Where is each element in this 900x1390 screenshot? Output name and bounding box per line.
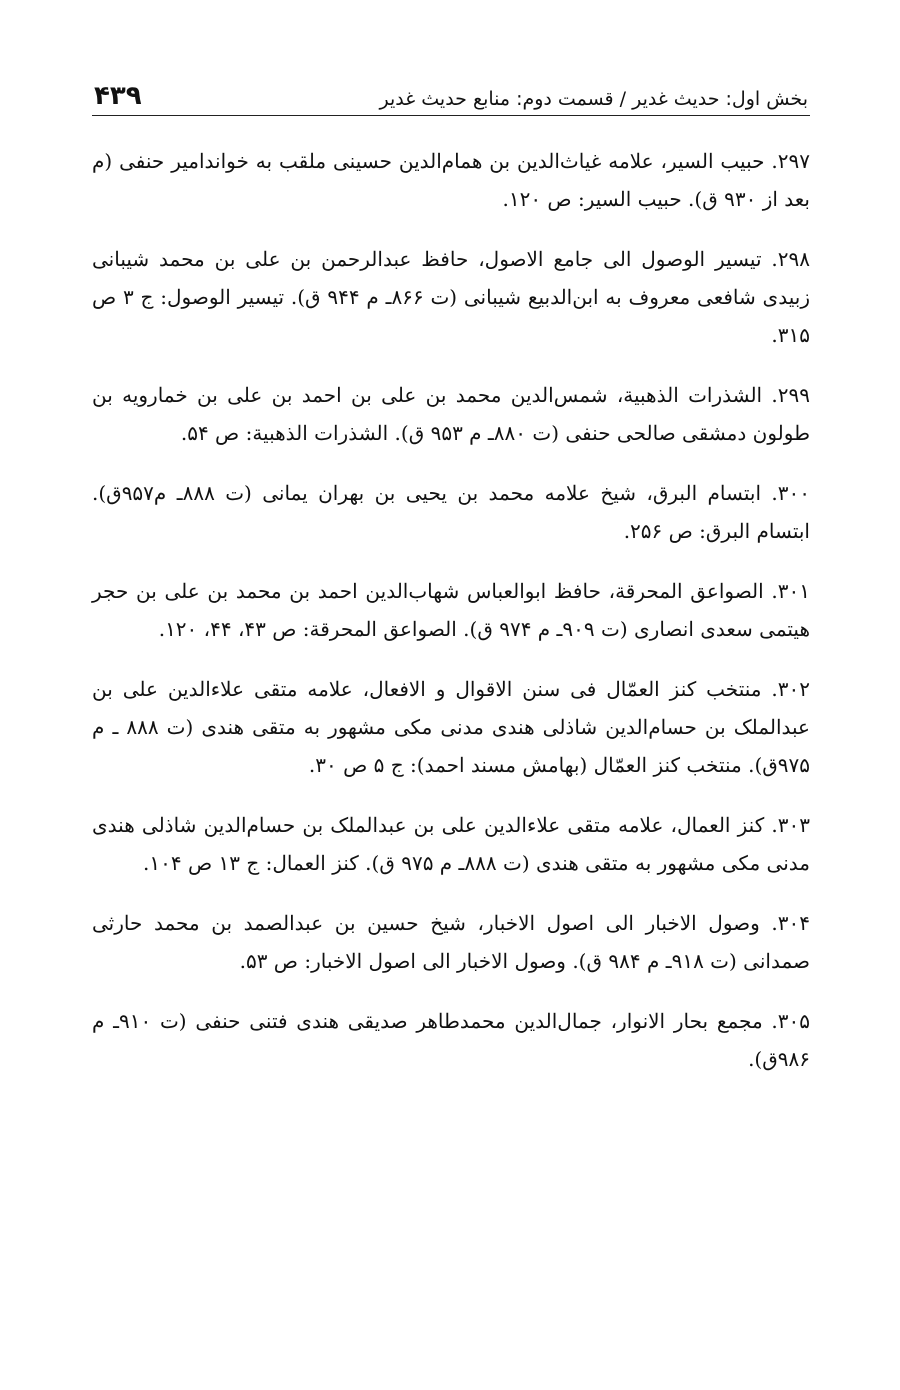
page-header xyxy=(92,68,810,116)
reference-entry-301: ۳۰۱. الصواعق المحرقة، حافظ ابوالعباس شهاب‌الدین احمد بن محمد بن علی بن حجر هیتمی سعدی انصاری (ت ۹۰۹ـ م ۹۷۴ ق). الصواعق المحرقة: ص ۴۳، ۴۴، ۱۲۰. xyxy=(92,579,810,641)
reference-entry-300: ۳۰۰. ابتسام البرق، شیخ علامه محمد بن یحیی بن بهران یمانی (ت ۸۸۸ـ م۹۵۷ق). ابتسام البرق: ص ۲۵۶. xyxy=(92,481,810,543)
reference-entry-302: ۳۰۲. منتخب کنز العمّال فی سنن الاقوال و الافعال، علامه متقی علاءالدین علی بن عبدالملک بن حسام‌الدین شاذلی هندی مدنی مکی مشهور به متقی هندی (ت ۸۸۸ ـ م ۹۷۵ق). منتخب کنز العمّال (بهامش مسند احمد): ج ۵ ص ۳۰. xyxy=(92,677,810,777)
reference-entry-298: ۲۹۸. تیسیر الوصول الی جامع الاصول، حافظ عبدالرحمن بن علی بن محمد شیبانی زبیدی شافعی معروف به ابن‌الدبیع شیبانی (ت ۸۶۶ـ م ۹۴۴ ق). تیسیر الوصول: ج ۳ ص ۳۱۵. xyxy=(92,247,810,347)
running-header-title: بخش اول: حدیث غدیر / قسمت دوم: منابع حدیث غدیر xyxy=(379,88,808,110)
reference-entry-305: ۳۰۵. مجمع بحار الانوار، جمال‌الدین محمدطاهر صدیقی هندی فتنی حنفی (ت ۹۱۰ـ م ۹۸۶ق). xyxy=(92,1009,810,1071)
reference-list xyxy=(92,142,810,1078)
page-number: ۴۳۹ xyxy=(94,81,142,111)
reference-entry-304: ۳۰۴. وصول الاخبار الی اصول الاخبار، شیخ حسین بن عبدالصمد بن محمد حارثی صمدانی (ت ۹۱۸ـ م ۹۸۴ ق). وصول الاخبار الی اصول الاخبار: ص ۵۳. xyxy=(92,911,810,973)
reference-entry-299: ۲۹۹. الشذرات الذهبیة، شمس‌الدین محمد بن علی بن احمد بن علی بن خمارویه بن طولون دمشقی صالحی حنفی (ت ۸۸۰ـ م ۹۵۳ ق). الشذرات الذهبیة: ص ۵۴. xyxy=(92,383,810,445)
reference-entry-297: ۲۹۷. حبیب السیر، علامه غیاث‌الدین بن همام‌الدین حسینی ملقب به خواندامیر حنفی (م بعد از ۹۳۰ ق). حبیب السیر: ص ۱۲۰. xyxy=(92,149,810,211)
reference-entry-303: ۳۰۳. کنز العمال، علامه متقی علاءالدین علی بن عبدالملک بن حسام‌الدین شاذلی هندی مدنی مکی مشهور به متقی هندی (ت ۸۸۸ـ م ۹۷۵ ق). کنز العمال: ج ۱۳ ص ۱۰۴. xyxy=(92,813,810,875)
book-page xyxy=(92,68,810,1100)
